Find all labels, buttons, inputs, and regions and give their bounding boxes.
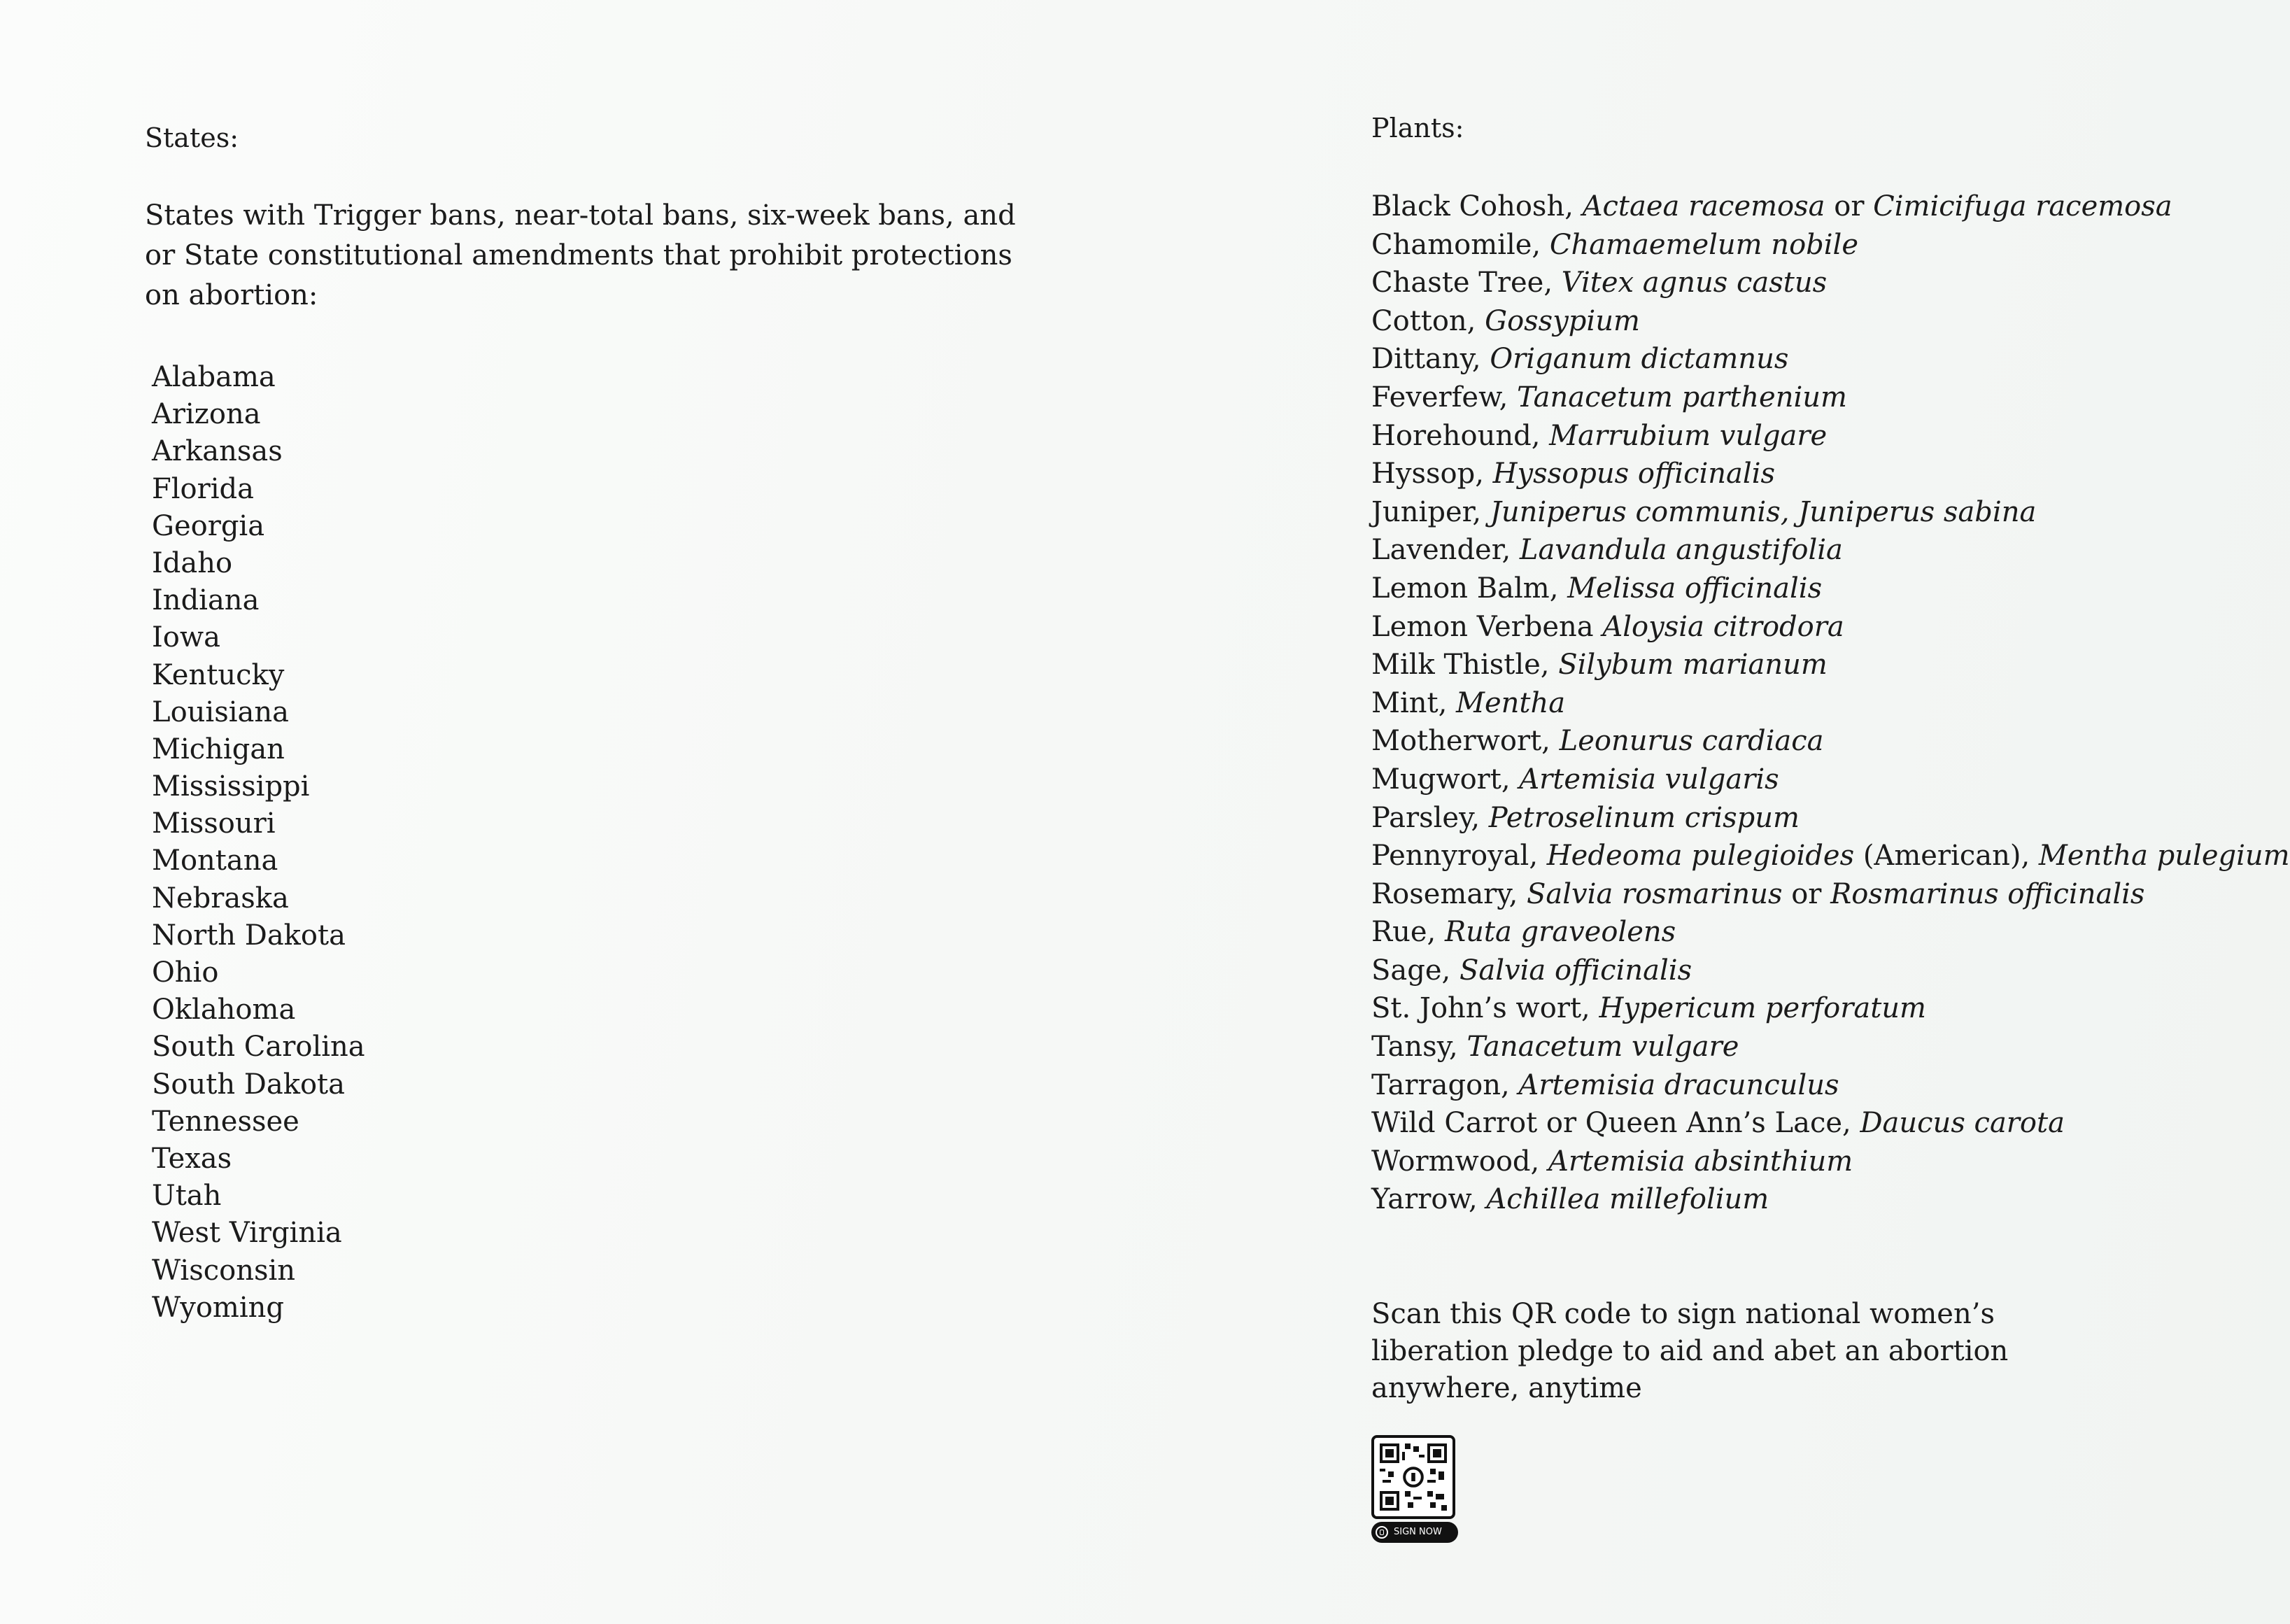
state-item: Kentucky: [152, 658, 285, 691]
plant-item: [1371, 1104, 2113, 1143]
plant-item: [1371, 684, 2113, 723]
plant-common-name: Yarrow,: [1371, 1183, 1487, 1216]
plant-scientific-name: Artemisia dracunculus: [1518, 1068, 1839, 1101]
state-item: Indiana: [152, 584, 260, 617]
plant-scientific-name: Lavandula angustifolia: [1519, 534, 1843, 567]
plant-common-name: Wild Carrot or Queen Ann’s Lace,: [1371, 1107, 1860, 1140]
plant-scientific-name-alt: Mentha pulegium: [2038, 840, 2290, 873]
plant-item: [1371, 761, 2113, 799]
plant-common-name: Horehound,: [1371, 419, 1550, 452]
plant-item: [1371, 493, 2113, 532]
sign-now-button[interactable]: [1371, 1522, 1458, 1543]
plant-common-name: Parsley,: [1371, 801, 1489, 834]
state-item: South Carolina: [152, 1031, 365, 1064]
plant-scientific-name: Aloysia citrodora: [1602, 610, 1844, 643]
plant-scientific-name: Marrubium vulgare: [1549, 419, 1828, 452]
state-item: Wisconsin: [152, 1254, 296, 1287]
plant-item: [1371, 913, 2113, 952]
plants-heading: Plants:: [1371, 113, 1464, 143]
plant-item: [1371, 417, 2113, 456]
states-column: [145, 120, 1054, 1327]
plant-common-name: Dittany,: [1371, 343, 1490, 376]
state-item: West Virginia: [152, 1217, 342, 1250]
state-item: Nebraska: [152, 882, 289, 915]
states-heading: States:: [145, 122, 239, 153]
plant-common-name: Rosemary,: [1371, 877, 1527, 910]
plant-common-name: Lavender,: [1371, 534, 1520, 567]
plant-scientific-name: Actaea racemosa: [1582, 190, 1825, 223]
plant-scientific-name-alt: Cimicifuga racemosa: [1873, 190, 2172, 223]
plant-common-name: Motherwort,: [1371, 725, 1560, 758]
plant-common-name: Pennyroyal,: [1371, 840, 1547, 873]
plant-item: [1371, 608, 2113, 647]
plant-scientific-name: Melissa officinalis: [1567, 572, 1823, 605]
plant-common-name: Tarragon,: [1371, 1068, 1519, 1101]
plant-scientific-name: Origanum dictamnus: [1490, 343, 1789, 376]
state-list: [152, 359, 1054, 1327]
plant-scientific-name: Hedeoma pulegioides: [1546, 840, 1855, 873]
plant-item: [1371, 646, 2113, 684]
plant-scientific-name: Gossypium: [1485, 304, 1640, 337]
plant-common-name: St. John’s wort,: [1371, 992, 1599, 1025]
state-item: Utah: [152, 1180, 222, 1213]
plant-scientific-name: Salvia officinalis: [1459, 954, 1692, 987]
state-item: Alabama: [152, 361, 276, 393]
plant-scientific-name: Ruta graveolens: [1444, 916, 1676, 949]
plant-item: [1371, 1143, 2113, 1181]
plant-common-name: Wormwood,: [1371, 1145, 1548, 1178]
plant-scientific-name: Daucus carota: [1860, 1107, 2065, 1140]
plant-item: [1371, 1028, 2113, 1066]
plant-scientific-name: Chamaemelum nobile: [1549, 228, 1859, 261]
plant-connector: or: [1782, 877, 1831, 910]
plant-common-name: Mint,: [1371, 686, 1457, 719]
plant-item: [1371, 722, 2113, 761]
plant-list: [1371, 188, 2290, 1219]
plant-common-name: Black Cohosh,: [1371, 190, 1583, 223]
phone-icon: [1376, 1526, 1388, 1539]
qr-code-icon[interactable]: [1371, 1435, 1455, 1519]
plant-scientific-name: Leonurus cardiaca: [1559, 725, 1824, 758]
plant-item: [1371, 837, 2290, 875]
plant-item: [1371, 264, 2113, 302]
plant-common-name: Lemon Verbena: [1371, 610, 1603, 643]
plant-item: [1371, 952, 2113, 990]
plant-scientific-name: Tanacetum parthenium: [1517, 381, 1847, 414]
plant-common-name: Feverfew,: [1371, 381, 1518, 414]
plant-item: [1371, 875, 2145, 914]
plant-item: [1371, 799, 2113, 838]
plant-scientific-name: Hypericum perforatum: [1599, 992, 1926, 1025]
plant-connector: or: [1825, 190, 1874, 223]
plant-scientific-name: Silybum marianum: [1558, 649, 1828, 682]
plant-item: [1371, 226, 2113, 264]
pledge-text: Scan this QR code to sign national women’s liberation pledge to aid and abet an abortion anywhere, anytime: [1371, 1298, 2009, 1405]
plant-item: [1371, 531, 2113, 570]
state-item: North Dakota: [152, 919, 346, 952]
plant-common-name: Rue,: [1371, 916, 1445, 949]
state-item: Florida: [152, 472, 254, 505]
plant-common-name: Mugwort,: [1371, 763, 1520, 796]
plant-connector: (American),: [1854, 840, 2039, 873]
state-item: Wyoming: [152, 1291, 285, 1324]
plant-item: [1371, 570, 2113, 608]
state-item: South Dakota: [152, 1068, 345, 1101]
state-item: Oklahoma: [152, 994, 296, 1026]
plant-common-name: Sage,: [1371, 954, 1459, 987]
qr-pattern: [1380, 1443, 1447, 1511]
plant-common-name: Chaste Tree,: [1371, 267, 1562, 299]
state-item: Georgia: [152, 509, 265, 542]
state-item: Michigan: [152, 733, 285, 765]
qr-code[interactable]: [1371, 1435, 1461, 1543]
plant-scientific-name: Artemisia vulgaris: [1519, 763, 1779, 796]
plants-column: [1371, 111, 2290, 1543]
state-item: Iowa: [152, 621, 220, 654]
plant-scientific-name: Juniperus communis, Juniperus sabina: [1490, 495, 2037, 528]
plant-common-name: Lemon Balm,: [1371, 572, 1568, 605]
state-item: Louisiana: [152, 696, 289, 728]
state-item: Tennessee: [152, 1105, 299, 1138]
plant-item: [1371, 302, 2113, 341]
plant-item: [1371, 340, 2113, 379]
plant-item: [1371, 379, 2113, 417]
plant-common-name: Milk Thistle,: [1371, 649, 1559, 682]
states-intro: States with Trigger bans, near-total bans, six-week bans, and or State constitutional amendments that prohibit protections on abortion:: [145, 199, 1016, 311]
state-item: Arizona: [152, 398, 261, 431]
state-item: Arkansas: [152, 435, 283, 468]
plant-item: [1371, 1180, 2113, 1219]
plant-scientific-name: Hyssopus officinalis: [1492, 458, 1776, 490]
plant-scientific-name: Tanacetum vulgare: [1466, 1031, 1739, 1064]
plant-common-name: Tansy,: [1371, 1031, 1467, 1064]
plant-common-name: Juniper,: [1371, 495, 1490, 528]
plant-common-name: Hyssop,: [1371, 458, 1493, 490]
plant-scientific-name: Achillea millefolium: [1486, 1183, 1769, 1216]
plant-item: [1371, 1066, 2113, 1105]
plant-scientific-name: Vitex agnus castus: [1561, 267, 1828, 299]
state-item: Texas: [152, 1142, 232, 1175]
state-item: Montana: [152, 845, 278, 877]
plant-scientific-name: Salvia rosmarinus: [1527, 877, 1783, 910]
plant-common-name: Cotton,: [1371, 304, 1485, 337]
plant-common-name: Chamomile,: [1371, 228, 1550, 261]
plant-item: [1371, 455, 2113, 493]
plant-item: [1371, 188, 2172, 226]
state-item: Idaho: [152, 546, 233, 579]
plant-scientific-name: Artemisia absinthium: [1548, 1145, 1853, 1178]
plant-scientific-name: Petroselinum crispum: [1488, 801, 1800, 834]
state-item: Missouri: [152, 807, 276, 840]
sign-now-label: SIGN NOW: [1394, 1527, 1442, 1538]
plant-scientific-name: Mentha: [1456, 686, 1566, 719]
plant-item: [1371, 989, 2113, 1028]
plant-scientific-name-alt: Rosmarinus officinalis: [1830, 877, 2145, 910]
state-item: Ohio: [152, 956, 219, 989]
state-item: Mississippi: [152, 770, 310, 803]
